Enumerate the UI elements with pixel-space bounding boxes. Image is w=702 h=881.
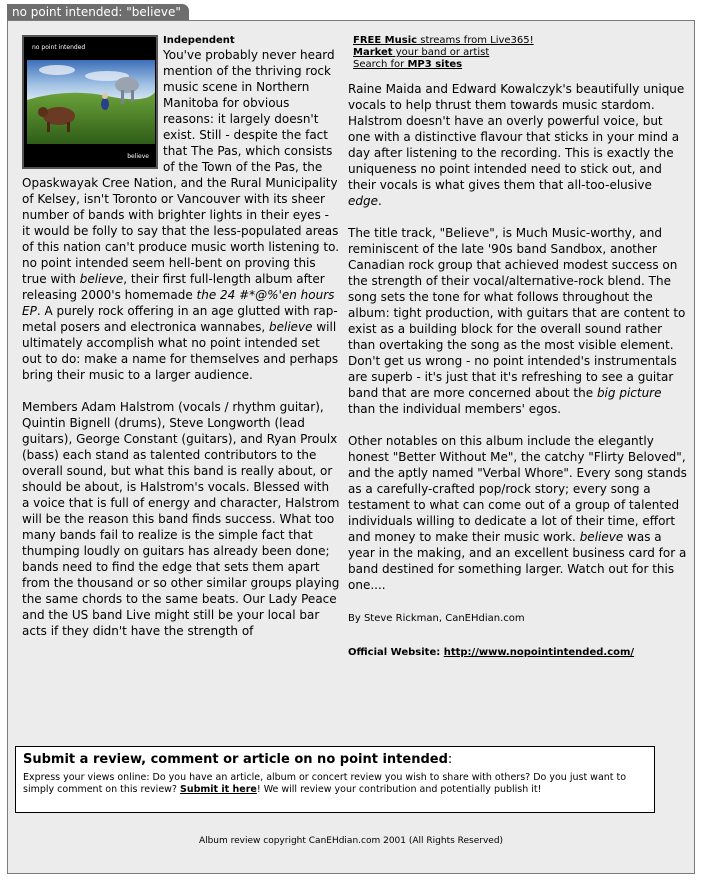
free-music-link-row — [353, 35, 688, 47]
right-paragraph-2: The title track, "Believe", is Much Music-worthy, and reminiscent of the late '90s band Sandbox, another Canadian rock group that achieved modest success on the strength of their vocal/alternative-rock blend. The song sets the tone for what follows throughout the album: tight production, with guitars that are content to exist as a building block for the overall sound rather than overtaking the song as the most visible element. Don't get us wrong - no point intended's instrumentals are superb - it's just that it's refreshing to see a guitar band that are more concerned about the big picture than the individual members' egos. — [348, 226, 686, 416]
submit-review-box — [15, 746, 655, 813]
official-website: Official Website: http://www.nopointintended.com/ — [348, 647, 635, 658]
search-link-row — [353, 59, 688, 71]
right-paragraph-3: Other notables on this album include the elegantly honest "Better Without Me", the catchy "Flirty Beloved", and the aptly named "Verbal Whore". Every song stands as a carefully-crafted pop/rock story; every song a testament to what can come out of a group of talented individuals willing to dedicate a lot of their time, effort and money to make their music work. believe was a year in the making, and an excellent business card for a band destined for something larger. Watch out for this one.... — [348, 434, 687, 592]
free-music-link[interactable]: FREE Music streams from Live365! — [353, 35, 534, 46]
left-paragraph-2: Members Adam Halstrom (vocals / rhythm guitar), Quintin Bignell (drums), Steve Longworth (lead guitars), George Constant (guitars), and Ryan Proulx (bass) each stand as talented contributors to the overall sound, but what this band is really about, or should be about, is Halstrom's vocals. Blessed with a voice that is full of energy and character, Halstrom will be the reason this band finds success. What too many bands fail to realize is the simple fact that thumping loudly on guitars has already been done; bands need to find the edge that sets them apart from the thousand or so other similar groups playing the same chords to the same beats. Our Lady Peace and the US band Live might still be your local bar acts if they didn't have the strength of — [22, 400, 340, 638]
submit-it-here-link[interactable]: Submit it here — [180, 784, 257, 795]
official-website-link[interactable]: http://www.nopointintended.com/ — [443, 647, 635, 658]
left-paragraph-1: You've probably never heard mention of the thriving rock music scene in Northern Manitoba for obvious reasons: it largely doesn't exist. Still - despite the fact that The Pas, which consists of the Town of the Pas, the Opaskwayak Cree Nation, and the Rural Municipality of Kelsey, isn't Toronto or Vancouver with its sheer number of bands with brighter lights in their eyes - it would be folly to say that the less-populated areas of this nation can't produce music worth listening to. no point intended seem hell-bent on proving this true with believe, their first full-length album after releasing 2000's homemade the 24 #*@%'en hours EP. A purely rock offering in an age glutted with rap-metal posers and electronica wannabes, believe will ultimately accomplish what no point intended set out to do: make a name for themselves and perhaps bring their music to a larger audience. — [22, 48, 340, 382]
right-column — [348, 35, 688, 659]
left-column — [22, 35, 340, 655]
right-paragraph-1: Raine Maida and Edward Kowalczyk's beautifully unique vocals to help thrust them towards music stardom. Halstrom doesn't have an overly powerful voice, but one with a distinctive flavour that sticks in your mind a day after listening to the recording. This is exactly the uniqueness no point intended need to stick out, and their vocals is what gives them that all-too-elusive edge. — [348, 82, 685, 208]
rating-label: Independent — [163, 35, 235, 46]
market-link-row — [353, 47, 688, 59]
search-mp3-link[interactable]: Search for MP3 sites — [353, 59, 463, 70]
album-artwork — [27, 40, 155, 166]
review-frame — [7, 20, 695, 874]
submit-body: Express your views online: Do you have an article, album or concert review you wish to share with others? Do you just want to simply comment on this review? Submit it here! We will review your contribution and potentially publish it! — [23, 772, 627, 795]
market-band-link[interactable]: Market your band or artist — [353, 47, 490, 58]
sponsor-links — [348, 35, 688, 71]
review-byline: By Steve Rickman, CanEHdian.com — [348, 613, 525, 624]
copyright-notice: Album review copyright CanEHdian.com 2001 (All Rights Reserved) — [198, 836, 504, 846]
cover-album-name: believe — [127, 153, 149, 160]
album-cover-image — [22, 35, 158, 169]
page-tab-title: no point intended: "believe" — [7, 4, 189, 21]
cover-band-name: no point intended — [32, 44, 86, 51]
submit-title: Submit a review, comment or article on no point intended: — [23, 752, 453, 767]
